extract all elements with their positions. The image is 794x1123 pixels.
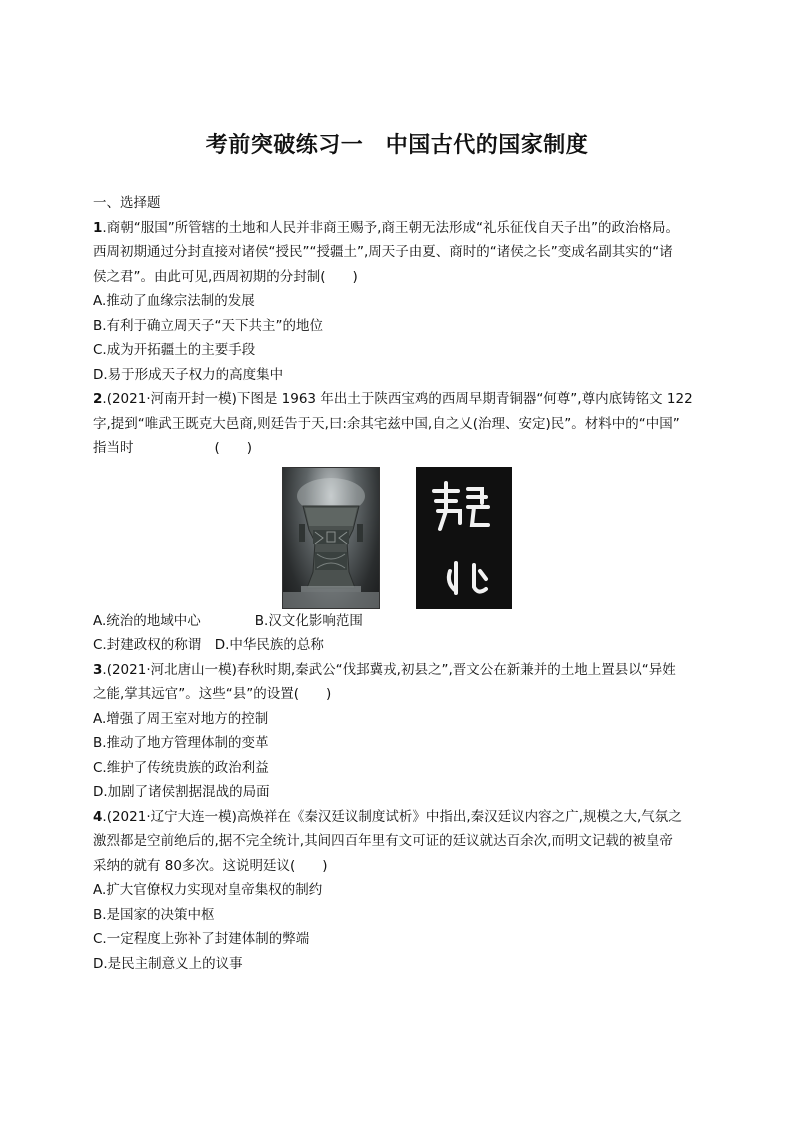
question-number: 3 xyxy=(93,661,103,678)
question-number: 2 xyxy=(93,391,103,407)
question-2-stem-line-3: 指当时 ( ) xyxy=(93,440,253,456)
question-1-stem-line-2: 西周初期通过分封直接对诸侯“授民”“授疆土”,周天子由夏、商时的“诸侯之长”变成名副其实的“诸 xyxy=(93,244,673,260)
question-3-stem-line-2: 之能,掌其远官”。这些“县”的设置( ) xyxy=(93,686,332,702)
question-4-option-d: D.是民主制意义上的议事 xyxy=(93,955,243,972)
question-3-option-b: B.推动了地方管理体制的变革 xyxy=(93,735,269,751)
question-4-stem-line-2: 激烈都是空前绝后的,据不完全统计,其间四百年里有文可证的廷议就达百余次,而明文记载的被皇帝 xyxy=(93,833,673,849)
question-2-figures xyxy=(93,461,705,609)
exercise-content xyxy=(93,191,705,976)
question-4-option-a: A.扩大官僚权力实现对皇帝集权的制约 xyxy=(93,882,323,898)
question-2-stem-line-1: 2.(2021·河南开封一模)下图是 1963 年出土于陕西宝鸡的西周早期青铜器“何尊”,尊内底铸铭文 122 xyxy=(93,391,693,407)
question-1-option-a: A.推动了血缘宗法制的发展 xyxy=(93,293,255,309)
question-1-option-b: B.有利于确立周天子“天下共主”的地位 xyxy=(93,317,324,334)
question-4-stem-line-3: 采纳的就有 80多次。这说明廷议( ) xyxy=(93,857,328,874)
question-1-stem-line-3: 侯之君”。由此可见,西周初期的分封制( ) xyxy=(93,268,358,285)
question-3-option-a: A.增强了周王室对地方的控制 xyxy=(93,710,269,727)
question-2-stem-line-2: 字,提到“唯武王既克大邑商,则廷告于天,曰:余其宅兹中国,自之乂(治理、安定)民”。材料中的“中国” xyxy=(93,415,680,432)
question-4-stem-line-1: 4.(2021·辽宁大连一模)高焕祥在《秦汉廷议制度试析》中指出,秦汉廷议内容之广,规模之大,气氛之 xyxy=(93,808,682,825)
inscription-rubbing-icon xyxy=(416,467,512,609)
question-3-option-d: D.加剧了诸侯割据混战的局面 xyxy=(93,784,270,800)
page-title: 考前突破练习一 中国古代的国家制度 xyxy=(205,133,589,158)
question-4-option-c: C.一定程度上弥补了封建体制的弊端 xyxy=(93,931,310,947)
section-heading: 一、选择题 xyxy=(93,195,161,211)
question-1-option-d: D.易于形成天子权力的高度集中 xyxy=(93,366,284,383)
question-4-option-b: B.是国家的决策中枢 xyxy=(93,906,215,923)
question-3-option-c: C.维护了传统贵族的政治利益 xyxy=(93,759,269,776)
question-1-stem-line-1: 1.商朝“服国”所管辖的土地和人民并非商王赐予,商王朝无法形成“礼乐征伐自天子出”的政治格局。 xyxy=(93,219,679,236)
question-3 xyxy=(93,658,705,805)
bronze-vessel-photo-icon xyxy=(282,467,380,609)
question-1-option-c: C.成为开拓疆土的主要手段 xyxy=(93,342,256,358)
question-3-stem-line-1: 3.(2021·河北唐山一模)春秋时期,秦武公“伐邽冀戎,初县之”,晋文公在新兼并的土地上置县以“异姓 xyxy=(93,661,676,678)
question-number: 1 xyxy=(93,219,103,236)
question-2-options-row-1: A.统治的地域中心 B.汉文化影响范围 xyxy=(93,612,363,629)
question-4 xyxy=(93,805,705,977)
question-2 xyxy=(93,387,705,658)
question-1 xyxy=(93,216,705,388)
question-number: 4 xyxy=(93,808,103,825)
question-2-options-row-2: C.封建政权的称谓 D.中华民族的总称 xyxy=(93,637,324,653)
